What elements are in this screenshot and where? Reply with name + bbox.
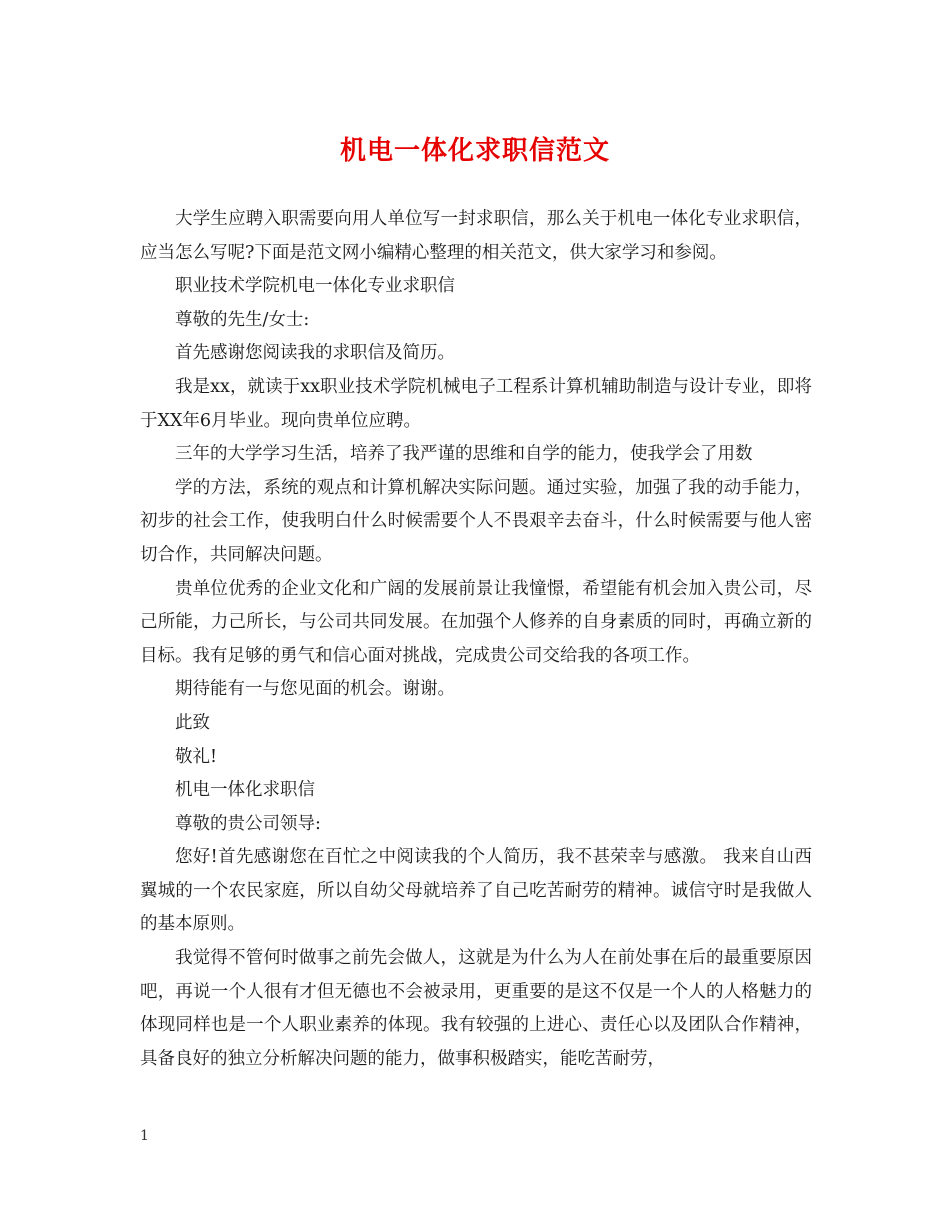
paragraph: 三年的大学学习生活，培养了我严谨的思维和自学的能力，使我学会了用数 xyxy=(175,444,753,465)
page-number: 1 xyxy=(140,1128,149,1144)
paragraph: 我是xx，就读于xx职业技术学院机械电子工程系计算机辅助制造与设计专业，即将于XX年6月毕业。现向贵单位应聘。 xyxy=(140,376,812,431)
document-title: 机电一体化求职信范文 xyxy=(339,136,610,166)
paragraph: 您好!首先感谢您在百忙之中阅读我的个人简历，我不甚荣幸与感激。 我来自山西翼城的一个农民家庭，所以自幼父母就培养了自己吃苦耐劳的精神。诚信守时是我做人的基本原则。 xyxy=(140,847,812,935)
closing-1: 此致 xyxy=(175,712,210,733)
salutation-2: 尊敬的贵公司领导: xyxy=(175,813,321,834)
paragraph: 首先感谢您阅读我的求职信及简历。 xyxy=(175,343,455,364)
paragraph: 期待能有一与您见面的机会。谢谢。 xyxy=(175,679,455,700)
paragraph-intro: 大学生应聘入职需要向用人单位写一封求职信，那么关于机电一体化专业求职信，应当怎么写呢?下面是范文网小编精心整理的相关范文，供大家学习和参阅。 xyxy=(140,209,812,263)
paragraph: 贵单位优秀的企业文化和广阔的发展前景让我憧憬，希望能有机会加入贵公司，尽己所能，力己所长，与公司共同发展。在加强个人修养的自身素质的同时，再确立新的目标。我有足够的勇气和信心面对挑战，完成贵公司交给我的各项工作。 xyxy=(140,578,812,666)
salutation-1: 尊敬的先生/女士: xyxy=(175,309,310,330)
closing-2: 敬礼! xyxy=(175,746,218,767)
letter-heading-1: 职业技术学院机电一体化专业求职信 xyxy=(175,276,455,297)
document-body xyxy=(140,203,812,1076)
paragraph: 我觉得不管何时做事之前先会做人，这就是为什么为人在前处事在后的最重要原因吧，再说一个人很有才但无德也不会被录用，更重要的是这不仅是一个人的人格魅力的体现同样也是一个人职业素养的体现。我有较强的上进心、责任心以及团队合作精神，具备良好的独立分析解决问题的能力，做事积极踏实，能吃苦耐劳， xyxy=(140,948,812,1069)
paragraph: 学的方法，系统的观点和计算机解决实际问题。通过实验，加强了我的动手能力，初步的社会工作，使我明白什么时候需要个人不畏艰辛去奋斗，什么时候需要与他人密切合作，共同解决问题。 xyxy=(140,477,812,565)
letter-heading-2: 机电一体化求职信 xyxy=(175,780,315,801)
